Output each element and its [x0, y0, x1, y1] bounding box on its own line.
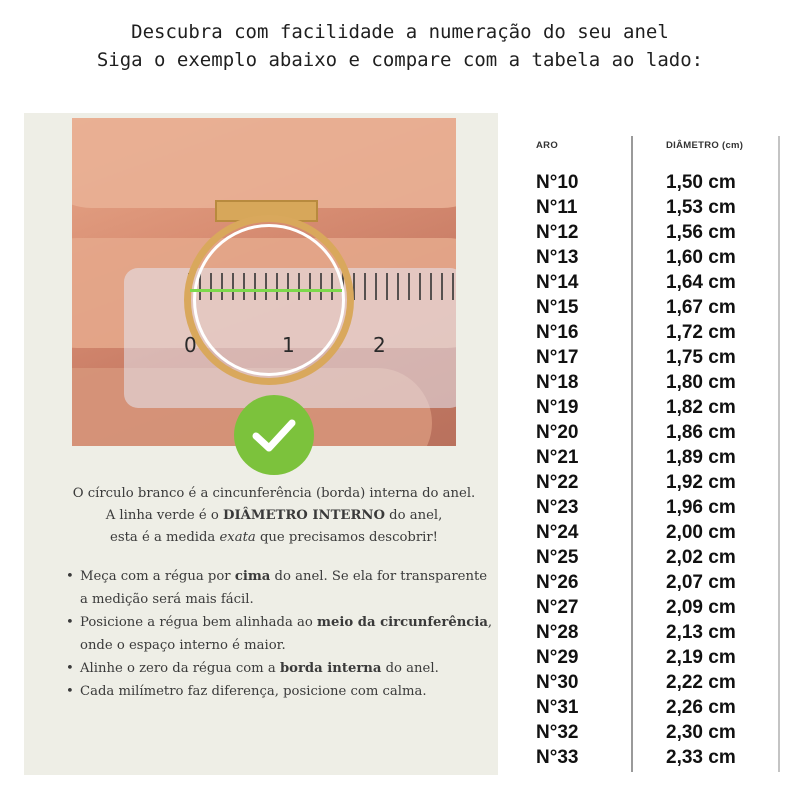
ring-size-number: N°25: [536, 547, 579, 568]
ring-diameter: 2,13 cm: [666, 622, 736, 643]
heading-line-2: Siga o exemplo abaixo e compare com a tabela ao lado:: [96, 49, 704, 71]
ring-diameter: 1,50 cm: [666, 172, 736, 193]
table-row: [532, 170, 782, 195]
ring-diameter: 2,22 cm: [666, 672, 736, 693]
ring-diameter: 1,82 cm: [666, 397, 736, 418]
ring-size-number: N°18: [536, 372, 579, 393]
ring-diameter: 2,30 cm: [666, 722, 736, 743]
ring-size-number: N°27: [536, 597, 579, 618]
ring-size-number: N°33: [536, 747, 579, 768]
ring-size-number: N°29: [536, 647, 579, 668]
ring-size-number: N°13: [536, 247, 579, 268]
ring-diameter: 1,56 cm: [666, 222, 736, 243]
table-row: [532, 620, 782, 645]
ring-diameter: 1,60 cm: [666, 247, 736, 268]
finger-shape: [72, 118, 456, 208]
instruction-item: • Posicione a régua bem alinhada ao meio da circunferência, onde o espaço interno é maior.: [64, 611, 504, 657]
description-line-2: A linha verde é o DIÂMETRO INTERNO do anel,: [105, 508, 443, 523]
ring-size-number: N°14: [536, 272, 579, 293]
table-row: [532, 220, 782, 245]
table-rows: [532, 170, 782, 770]
ring-size-number: N°24: [536, 522, 579, 543]
ring-size-number: N°28: [536, 622, 579, 643]
ring-diameter: 1,86 cm: [666, 422, 736, 443]
ring-diameter: 2,09 cm: [666, 597, 736, 618]
ring-diameter: 2,26 cm: [666, 697, 736, 718]
table-row: [532, 695, 782, 720]
table-row: [532, 670, 782, 695]
table-row: [532, 395, 782, 420]
ring-diameter: 2,07 cm: [666, 572, 736, 593]
ring-diameter: 2,02 cm: [666, 547, 736, 568]
table-row: [532, 520, 782, 545]
ring-diameter: 1,96 cm: [666, 497, 736, 518]
table-row: [532, 245, 782, 270]
ring-size-number: N°15: [536, 297, 579, 318]
ring-size-number: N°20: [536, 422, 579, 443]
ring-size-number: N°23: [536, 497, 579, 518]
table-row: [532, 345, 782, 370]
instructions-panel: [24, 113, 498, 775]
ring-diameter: 2,00 cm: [666, 522, 736, 543]
description-line-1: O círculo branco é a cincunferência (borda) interna do anel.: [72, 486, 476, 501]
table-row: [532, 270, 782, 295]
ring-diameter: 1,64 cm: [666, 272, 736, 293]
ring-size-number: N°12: [536, 222, 579, 243]
ring-size-number: N°11: [536, 197, 578, 218]
table-row: [532, 495, 782, 520]
ring-size-number: N°30: [536, 672, 579, 693]
ring-diameter: 2,33 cm: [666, 747, 736, 768]
instruction-item: • Meça com a régua por cima do anel. Se ela for transparente a medição será mais fácil.: [64, 565, 504, 611]
diameter-line: [190, 289, 342, 292]
ruler-number-0: 0: [184, 333, 197, 357]
ring-size-number: N°21: [536, 447, 579, 468]
ring-diameter: 1,75 cm: [666, 347, 736, 368]
table-row: [532, 195, 782, 220]
ring-diameter: 1,67 cm: [666, 297, 736, 318]
ring-size-number: N°10: [536, 172, 579, 193]
description-line-3: esta é a medida exata que precisamos descobrir!: [110, 530, 438, 545]
ring-diameter: 2,19 cm: [666, 647, 736, 668]
ring-size-number: N°26: [536, 572, 579, 593]
ring-size-table: [532, 136, 782, 772]
column-header-aro: ARO: [536, 140, 559, 151]
table-row: [532, 570, 782, 595]
table-row: [532, 420, 782, 445]
check-icon: [234, 395, 314, 475]
ring-diameter: 1,53 cm: [666, 197, 736, 218]
ring-size-number: N°17: [536, 347, 579, 368]
table-row: [532, 720, 782, 745]
page-heading: [0, 18, 800, 74]
table-row: [532, 745, 782, 770]
column-header-diametro: DIÂMETRO (cm): [666, 140, 744, 151]
table-row: [532, 470, 782, 495]
table-row: [532, 595, 782, 620]
table-row: [532, 445, 782, 470]
ring-size-number: N°22: [536, 472, 579, 493]
ring-size-number: N°19: [536, 397, 579, 418]
table-row: [532, 320, 782, 345]
ring-diameter: 1,72 cm: [666, 322, 736, 343]
ruler-number-1: 1: [282, 333, 295, 357]
table-row: [532, 295, 782, 320]
table-row: [532, 370, 782, 395]
ring-diameter: 1,89 cm: [666, 447, 736, 468]
ring-size-number: N°32: [536, 722, 579, 743]
instruction-item: • Cada milímetro faz diferença, posicione com calma.: [64, 680, 504, 703]
instruction-list: [64, 565, 504, 703]
ring-size-number: N°16: [536, 322, 579, 343]
ring-diameter: 1,92 cm: [666, 472, 736, 493]
table-row: [532, 645, 782, 670]
table-row: [532, 545, 782, 570]
description-text: [54, 483, 494, 549]
ring-diameter: 1,80 cm: [666, 372, 736, 393]
ruler-number-2: 2: [373, 333, 386, 357]
heading-line-1: Descubra com facilidade a numeração do seu anel: [131, 21, 669, 43]
inner-circle-outline: [193, 224, 345, 376]
ring-size-number: N°31: [536, 697, 579, 718]
instruction-item: • Alinhe o zero da régua com a borda interna do anel.: [64, 657, 504, 680]
